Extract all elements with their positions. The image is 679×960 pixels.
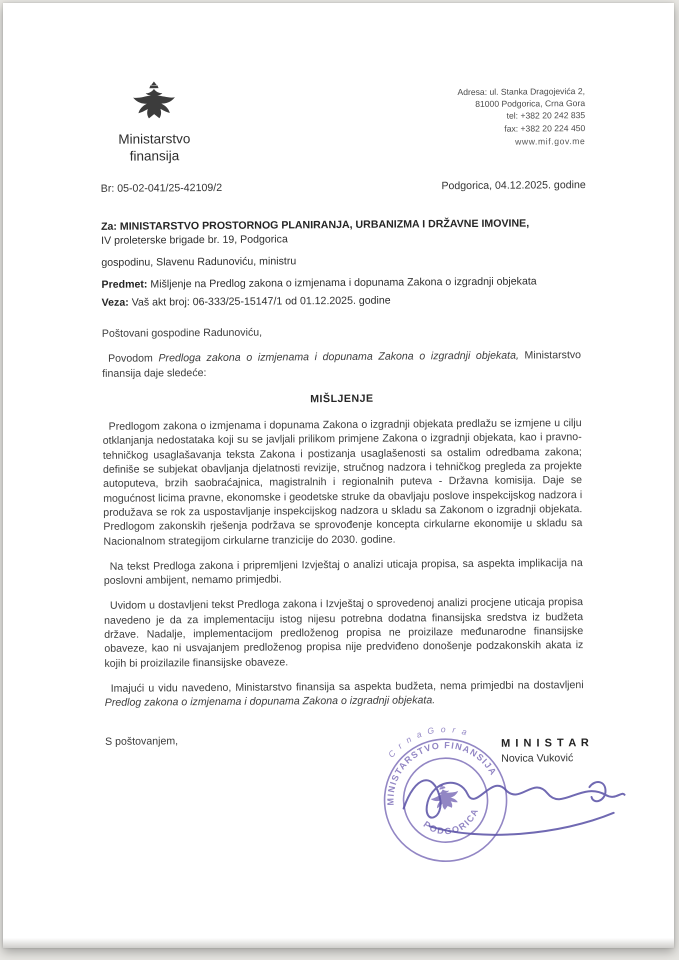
contact-tel: tel: +382 20 242 835 bbox=[506, 110, 586, 122]
place-date: Podgorica, 04.12.2025. godine bbox=[441, 179, 586, 193]
scan-edge-shadow bbox=[3, 938, 674, 948]
paragraph-4 bbox=[105, 678, 584, 710]
reference-row bbox=[101, 179, 586, 195]
paragraph4-prefix: Imajući u vidu navedeno, Ministarstvo finansija sa aspekta budžeta, nema primjedbi na dostavljeni bbox=[110, 679, 584, 695]
recipient-organization: MINISTARSTVO PROSTORNOG PLANIRANJA, URBANIZMA I DRŽAVNE IMOVINE, bbox=[119, 217, 530, 233]
paragraph-2: Na tekst Predloga zakona i pripremljeni Izvještaj o analizi uticaja propisa, sa aspekta implikacija na poslovni ambijent, nemamo primjedbi. bbox=[103, 556, 583, 588]
reference-number: Br: 05-02-041/25-42109/2 bbox=[100, 181, 223, 195]
contact-block bbox=[457, 85, 585, 148]
ministry-name-line1: Ministarstvo bbox=[118, 131, 191, 147]
intro-suffix: Ministarstvo finansija daje sledeće: bbox=[102, 349, 582, 380]
ministry-logo-block bbox=[98, 80, 211, 165]
letter-body bbox=[102, 323, 584, 760]
predmet-label: Predmet: bbox=[101, 278, 148, 291]
closing-salutation: S poštovanjem, bbox=[105, 734, 179, 748]
contact-address-line1: Adresa: ul. Stanka Dragojevića 2, bbox=[457, 86, 586, 98]
intro-italic: Predloga zakona o izmjenama i dopunama Zakona o izgradnji objekata, bbox=[158, 349, 519, 365]
contact-website: www.mif.gov.me bbox=[515, 135, 586, 147]
minister-signature-block bbox=[501, 737, 590, 765]
stamp-bottom-text: PODGORICA bbox=[421, 806, 481, 837]
intro-paragraph bbox=[102, 348, 581, 380]
paragraph4-italic: Predlog zakona o izmjenama i dopunama Zakona o izgradnji objekata. bbox=[104, 694, 436, 710]
contact-fax: fax: +382 20 224 450 bbox=[504, 122, 586, 134]
stamp-outer-text: C r n a G o r a bbox=[385, 724, 470, 760]
veza-text: Vaš akt broj: 06-333/25-15147/1 od 01.12.2025. godine bbox=[131, 294, 391, 309]
coat-of-arms-icon bbox=[131, 80, 177, 124]
veza-label: Veza: bbox=[101, 296, 129, 309]
opinion-heading: MIŠLJENJE bbox=[310, 392, 374, 406]
salutation: Poštovani gospodine Radunoviću, bbox=[101, 326, 263, 340]
paragraph-1: Predlogom zakona o izmjenama i dopunama Zakona o izgradnji objekata predlažu se izmjene u cilju otklanjanja nedostataka koji su se javljali prilikom primjene Zakona o izgradnji objekata, kao i pravno-tehničkog usaglašavanja teksta Zakona i postizanja usaglašenosti sa ostalim odredbama zakona; definiše se subjekat obavljanja djelatnosti revizije, stručnog nadzora i tehničkog pregleda za projekte autoputeva, brzih saobraćajnica, magistralnih i regionalnih puteva - Državna komisija. Daje se mogućnost licima pravne, ekonomske i geodetske struke da obavljaju poslove inspekcijskog nadzora i produžava se rok za uspostavljanje inspekcijskog nadzora u skladu sa Zakonom o izgradnji objekata. Predlogom zakonskih rješenja podržava se sprovođenje koncepta cirkularne ekonomije u skladu sa Nacionalnom strategijom cirkularne tranzicije do 2030. godine. bbox=[102, 417, 583, 548]
recipient-person: gospodinu, Slavenu Radunoviću, ministru bbox=[101, 255, 297, 269]
stamp-top-text: MINISTARSTVO FINANSIJA bbox=[385, 740, 499, 806]
za-label: Za: bbox=[100, 220, 117, 233]
paragraph-3: Uvidom u dostavljeni tekst Predloga zakona i Izvještaj o sprovedenoj analizi procjene uticaja propisa navedeno je da za implementaciju istog nijesu potrebna dodatna finansijska sredstva iz budžeta države. Nadalje, implementacijom predloženog propisa ne proizilaze međunarodne finansijske obaveze, kao ni usvajanjem predloženog propisa nije predviđeno donošenje podzakonskih akata iz kojih bi proizilazile finansijske obaveze. bbox=[104, 596, 584, 670]
predmet-text: Mišljenje na Predlog zakona o izmjenama i dopunama Zakona o izgradnji objekata bbox=[150, 275, 537, 291]
minister-name: Novica Vuković bbox=[501, 752, 574, 765]
ministry-name-line2: finansija bbox=[129, 148, 180, 164]
recipient-block bbox=[101, 216, 585, 310]
contact-address-line2: 81000 Podgorica, Crna Gora bbox=[475, 98, 586, 110]
minister-title: M I N I S T A R bbox=[501, 737, 590, 750]
recipient-street: IV proleterske brigade br. 19, Podgorica bbox=[101, 233, 288, 247]
intro-prefix: Povodom bbox=[108, 352, 159, 366]
scanned-letter-page bbox=[3, 3, 674, 948]
